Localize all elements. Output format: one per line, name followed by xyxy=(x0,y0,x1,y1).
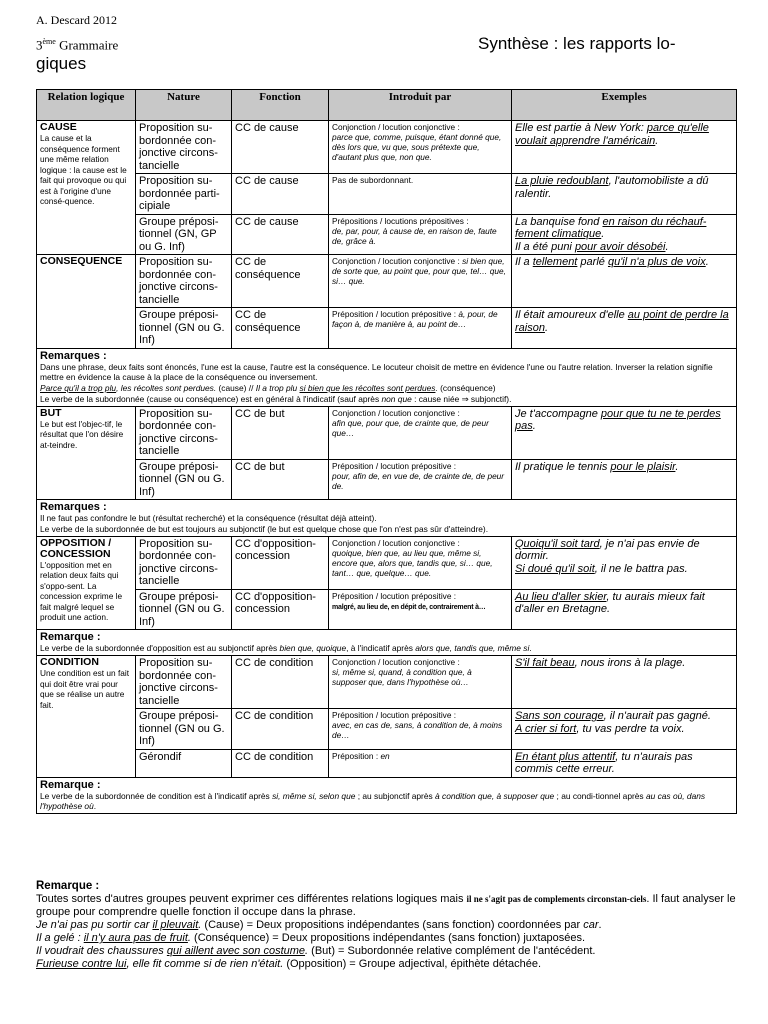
intro-label: Pas de subordonnant. xyxy=(332,175,414,185)
example-text: . xyxy=(675,460,679,473)
example-text: , tu vas perdre ta voix. xyxy=(576,722,685,735)
remark-text: . xyxy=(529,643,532,654)
remark-text: , les récoltes sont perdues. xyxy=(116,383,217,394)
relation-but xyxy=(37,406,136,500)
example-text: . xyxy=(655,134,659,147)
remark-text: . xyxy=(435,383,438,394)
example-cell xyxy=(512,121,737,174)
intro-cell xyxy=(329,406,512,459)
remark-text: au cas où, dans l'hypothèse où xyxy=(40,790,706,812)
example-text: , il n'aurait pas gagné. xyxy=(603,710,711,723)
fonction-cell: CC de but xyxy=(232,406,329,459)
nature-cell: Proposition su-bordonnée con-jonctive circons-tancielle xyxy=(136,406,232,459)
page-title-cont: giques xyxy=(36,54,87,73)
remark-text: Toutes sortes d'autres groupes peuvent exprimer ces différentes relations logiques mais xyxy=(36,893,467,905)
example-underlined: pour que tu ne te perdes pas xyxy=(515,407,721,433)
remark-text: . xyxy=(198,919,202,931)
synthesis-table xyxy=(36,89,737,814)
example-underlined: Sans son courage xyxy=(515,710,604,723)
intro-list: si, même si, quand, à condition que, à supposer que, dans l'hypothèse où… xyxy=(332,667,472,688)
remark-underlined: Furieuse contre lui xyxy=(36,958,127,970)
intro-label: Prépositions / locutions prépositives : xyxy=(332,215,469,226)
example-cell xyxy=(512,459,737,500)
example-text: Je t'accompagne xyxy=(515,407,601,420)
fonction-cell: CC de conséquence xyxy=(232,255,329,308)
example-text: , tu aurais mieux fait d'aller en Bretagne. xyxy=(515,590,705,616)
remark-text: car xyxy=(583,919,599,931)
class-label xyxy=(36,37,118,53)
intro-label: Préposition : xyxy=(332,750,379,761)
example-underlined: pour avoir désobéi xyxy=(574,240,666,253)
fonction-cell: CC de condition xyxy=(232,749,329,777)
example-underlined: Au lieu d'aller skier xyxy=(515,590,607,603)
remark-text: ; au subjonctif après xyxy=(355,790,436,801)
example-cell xyxy=(512,214,737,255)
nature-cell: Proposition su-bordonnée con-jonctive circons-tancielle xyxy=(136,536,232,589)
remark-text: Il ne faut pas confondre le but (résultat recherché) et la conséquence (résultat déjà atteint). xyxy=(40,513,377,524)
example-text: . xyxy=(544,321,549,334)
remark-text: Je n'ai pas pu sortir car xyxy=(36,919,153,931)
remark-text: bien que, quoique xyxy=(279,643,347,654)
example-cell xyxy=(512,308,737,349)
intro-label: Conjonction / locution conjonctive : xyxy=(332,407,460,418)
table-row xyxy=(37,255,737,308)
example-underlined: en raison du réchauf-fement climatique xyxy=(515,215,707,240)
intro-cell xyxy=(329,459,512,500)
fonction-cell: CC de cause xyxy=(232,214,329,255)
remark-text: (Conséquence) = Deux propositions indépendantes (sans fonction) juxtaposées. xyxy=(190,932,586,944)
intro-cell xyxy=(329,536,512,589)
nature-cell: Proposition su-bordonnée parti-cipiale xyxy=(136,174,232,215)
class-subject: Grammaire xyxy=(55,37,119,53)
example-cell xyxy=(512,749,737,777)
table-row xyxy=(37,459,737,500)
nature-cell: Gérondif xyxy=(136,749,232,777)
fonction-cell: CC de condition xyxy=(232,656,329,709)
remark-text: . xyxy=(305,945,309,957)
fonction-cell: CC d'opposition-concession xyxy=(232,536,329,589)
intro-list: parce que, comme, puisque, étant donné que, dès lors que, vu que, sous prétexte que, d'autant plus que, non que. xyxy=(332,132,502,162)
relation-desc: L'opposition met en relation deux faits qui s'oppo-sent. La concession exprime le fait malgré lequel se produit une action. xyxy=(40,559,123,623)
example-text: La banquise fond xyxy=(515,215,603,228)
intro-list: malgré, au lieu de, en dépit de, contrairement à… xyxy=(332,603,486,611)
nature-cell: Proposition su-bordonnée con-jonctive circons-tancielle xyxy=(136,656,232,709)
nature-cell: Proposition su-bordonnée con-jonctive circons-tancielle xyxy=(136,121,232,174)
example-underlined: au point de perdre la raison xyxy=(515,309,729,334)
example-underlined: pour le plaisir xyxy=(610,460,676,473)
remark-underlined: si bien que les récoltes sont perdues xyxy=(299,383,436,394)
col-fonction: Fonction xyxy=(232,90,329,121)
remark-title: Remarque : xyxy=(40,631,101,644)
remark-text: non que xyxy=(381,393,412,404)
example-text: Il pratique le tennis xyxy=(515,460,611,473)
table-row xyxy=(37,656,737,709)
example-text: . xyxy=(705,256,709,268)
nature-cell: Groupe préposi-tionnel (GN, GP ou G. Inf) xyxy=(136,214,232,255)
page-title: Synthèse : les rapports lo- xyxy=(478,34,676,53)
remark-text: . xyxy=(187,932,191,944)
relation-condition xyxy=(37,656,136,778)
table-row xyxy=(37,308,737,349)
relation-desc: Le but est l'objec-tif, le résultat que l'on désire at-teindre. xyxy=(40,418,124,450)
remark-but xyxy=(37,500,737,537)
remark-text: , à l'indicatif après xyxy=(346,643,416,654)
relation-name: OPPOSITION / CONCESSION xyxy=(40,536,112,560)
remark-underlined: qui aillent avec son costume xyxy=(166,945,306,957)
fonction-cell: CC d'opposition-concession xyxy=(232,589,329,630)
table-row xyxy=(37,589,737,630)
nature-cell: Groupe préposi-tionnel (GN ou G. Inf) xyxy=(136,709,232,750)
remark-title: Remarque : xyxy=(36,880,100,892)
example-cell xyxy=(512,656,737,709)
nature-cell: Proposition su-bordonnée con-jonctive circons-tancielle xyxy=(136,255,232,308)
intro-cell xyxy=(329,709,512,750)
intro-cell xyxy=(329,656,512,709)
example-text: , nous irons à la plage. xyxy=(574,657,686,670)
intro-list: de, par, pour, à cause de, en raison de, faute de, grâce à. xyxy=(332,225,497,246)
table-row xyxy=(37,709,737,750)
intro-cell xyxy=(329,749,512,777)
fonction-cell: CC de cause xyxy=(232,174,329,215)
example-text: Il a xyxy=(515,256,533,268)
fonction-cell: CC de conséquence xyxy=(232,308,329,349)
author: A. Descard 2012 xyxy=(36,13,117,27)
example-underlined: A crier si fort xyxy=(515,722,577,735)
table-row xyxy=(37,174,737,215)
relation-name: CONSEQUENCE xyxy=(40,255,123,267)
remark-text: Le verbe de la subordonnée de but est toujours au subjonctif (le but est quelque chose que l'on n'est pas sûr d'atteindre). xyxy=(40,523,489,534)
relation-desc: La cause et la conséquence forment une même relation logique : la cause est le fait qui provoque ou qui est à l'origine d'une consé-quence. xyxy=(40,133,127,206)
table-row xyxy=(37,214,737,255)
example-text: , il ne le battra pas. xyxy=(594,562,688,575)
example-text: Il était amoureux d'elle xyxy=(515,309,628,321)
remark-title: Remarque : xyxy=(40,778,101,791)
remark-text: . Il faut analyser le groupe pour comprendre quelle fonction il occupe dans la phrase. xyxy=(36,893,736,918)
remark-text: alors que, tandis que, même si xyxy=(415,643,530,654)
remark-text: Il voudrait des chaussures xyxy=(36,945,167,957)
intro-cell xyxy=(329,121,512,174)
example-text: parlé xyxy=(577,256,608,268)
fonction-cell: CC de cause xyxy=(232,121,329,174)
table-row xyxy=(37,536,737,589)
intro-label: Préposition / locution prépositive : xyxy=(332,590,457,601)
example-text: Il a été puni xyxy=(515,240,575,253)
table-row xyxy=(37,500,737,537)
remark-text: (Opposition) = Groupe adjectival, épithète détachée. xyxy=(283,958,542,970)
table-row xyxy=(37,749,737,777)
remark-text: . xyxy=(598,919,602,931)
intro-list: en xyxy=(380,750,390,761)
table-row xyxy=(37,630,737,656)
example-cell xyxy=(512,589,737,630)
intro-list: si bien que, de sorte que, au point que, pour que, tel… que, si… que. xyxy=(332,256,506,286)
nature-cell: Groupe préposi-tionnel (GN ou G. Inf) xyxy=(136,308,232,349)
example-underlined: Quoiqu'il soit tard xyxy=(515,537,600,550)
intro-label: Préposition / locution prépositive : xyxy=(332,710,457,721)
class-number: 3 xyxy=(36,37,43,53)
remark-underlined: il n'y aura pas de fruit xyxy=(83,932,188,944)
remark-text: (cause) // xyxy=(216,383,256,394)
remark-underlined: il pleuvait xyxy=(152,919,199,931)
remark-text: ; au condi-tionnel après xyxy=(554,790,646,801)
fonction-cell: CC de but xyxy=(232,459,329,500)
remark-title: Remarques : xyxy=(40,501,107,514)
table-row xyxy=(37,406,737,459)
table-row xyxy=(37,121,737,174)
intro-cell xyxy=(329,174,512,215)
remark-text: Le verbe de la subordonnée (cause ou conséquence) est en général à l'indicatif (sauf après xyxy=(40,393,382,404)
col-exemples: Exemples xyxy=(512,90,737,121)
intro-label: Préposition / locution prépositive : xyxy=(332,460,457,471)
bottom-remark xyxy=(36,880,736,971)
remark-text: (conséquence) xyxy=(437,383,496,394)
class-sup: ème xyxy=(42,37,56,46)
example-underlined: La pluie redoublant xyxy=(515,175,609,187)
example-underlined: parce qu'elle voulait apprendre l'américain xyxy=(515,122,709,147)
example-text: . xyxy=(532,420,536,433)
example-underlined: Si doué qu'il soit xyxy=(515,562,595,575)
nature-cell: Groupe préposi-tionnel (GN ou G. Inf) xyxy=(136,589,232,630)
relation-name: CAUSE xyxy=(40,121,77,133)
example-text: . xyxy=(665,240,669,253)
example-cell xyxy=(512,536,737,589)
example-underlined: S'il fait beau xyxy=(515,657,575,670)
example-text: , tu n'aurais pas commis cette erreur. xyxy=(515,750,693,776)
remark-text: Il a trop plu xyxy=(255,383,300,394)
remark-text: si, même si, selon que xyxy=(272,790,356,801)
example-underlined: tellement xyxy=(532,256,578,268)
example-underlined: En étant plus attentif xyxy=(515,750,616,763)
example-cell xyxy=(512,174,737,215)
intro-list: à, pour, de façon à, de manière à, au point de… xyxy=(332,309,498,329)
relation-opposition xyxy=(37,536,136,630)
relation-cause xyxy=(37,121,136,255)
col-nature: Nature xyxy=(136,90,232,121)
col-relation: Relation logique xyxy=(37,90,136,121)
remark-text: , elle fit comme si de rien n'était. xyxy=(126,958,284,970)
example-underlined: qu'il n'a plus de voix xyxy=(607,256,706,268)
fonction-cell: CC de condition xyxy=(232,709,329,750)
remark-text: (Cause) = Deux propositions indépendantes (sans fonction) coordonnées par xyxy=(201,919,584,931)
remark-text: à condition que, à supposer que xyxy=(435,790,555,801)
remark-text: . xyxy=(93,801,97,812)
intro-cell xyxy=(329,308,512,349)
example-text: , l'automobiliste a dû ralentir. xyxy=(515,175,709,200)
remark-text: Le verbe de la subordonnée de condition est à l'indicatif après xyxy=(40,790,273,801)
intro-cell xyxy=(329,255,512,308)
remark-underlined: Parce qu'il a trop plu xyxy=(40,383,117,394)
example-cell xyxy=(512,406,737,459)
intro-label: Conjonction / locution conjonctive : xyxy=(332,657,460,668)
intro-cell xyxy=(329,214,512,255)
remark-text: Dans une phrase, deux faits sont énoncés, l'une est la cause, l'autre est la conséquence. Le locuteur choisit de mettre en évidence l'une ou l'autre relation. Inverser la relation signifie mettre en évidence la cause à la place de la conséquence ou inversement. xyxy=(40,361,713,383)
remark-text: Il a gelé : xyxy=(36,932,84,944)
relation-name: BUT xyxy=(40,406,62,419)
remark-cause-consequence xyxy=(37,348,737,406)
remark-text: : cause niée ⇒ subjonctif). xyxy=(411,393,512,404)
remark-title: Remarques : xyxy=(40,349,107,362)
remark-text: (But) = Subordonnée relative complément de l'antécédent. xyxy=(308,945,596,957)
remark-emphasis: il ne s'agit pas de complements circonstan-ciels xyxy=(466,894,647,904)
intro-label: Conjonction / locution conjonctive : xyxy=(332,122,460,132)
intro-list: quoique, bien que, au lieu que, même si, encore que, alors que, tandis que, si… que, tant… que, quelque… que. xyxy=(332,547,493,578)
col-intro: Introduit par xyxy=(329,90,512,121)
remark-opposition xyxy=(37,630,737,656)
remark-text: Le verbe de la subordonnée d'opposition est au subjonctif après xyxy=(40,643,280,654)
table-header xyxy=(37,90,737,121)
example-text: Elle est partie à New York: xyxy=(515,122,647,134)
relation-name: CONDITION xyxy=(40,656,99,669)
intro-cell xyxy=(329,589,512,630)
relation-consequence xyxy=(37,255,136,349)
intro-label: Conjonction / locution conjonctive : xyxy=(332,256,460,266)
intro-label: Conjonction / locution conjonctive : xyxy=(332,537,460,548)
example-text: , je n'ai pas envie de dormir. xyxy=(515,537,700,563)
table-row xyxy=(37,348,737,406)
intro-label: Préposition / locution prépositive : xyxy=(332,309,457,319)
example-cell xyxy=(512,255,737,308)
example-cell xyxy=(512,709,737,750)
remark-condition xyxy=(37,777,737,814)
intro-list: pour, afin de, en vue de, de crainte de, de peur de. xyxy=(332,470,505,491)
example-text: . xyxy=(601,228,605,240)
nature-cell: Groupe préposi-tionnel (GN ou G. Inf) xyxy=(136,459,232,500)
intro-list: afin que, pour que, de crainte que, de peur que… xyxy=(332,417,489,438)
intro-list: avec, en cas de, sans, à condition de, à moins de… xyxy=(332,720,503,741)
table-row xyxy=(37,777,737,814)
relation-desc: Une condition est un fait qui doit être vrai pour que se réalise un autre fait. xyxy=(40,668,130,710)
